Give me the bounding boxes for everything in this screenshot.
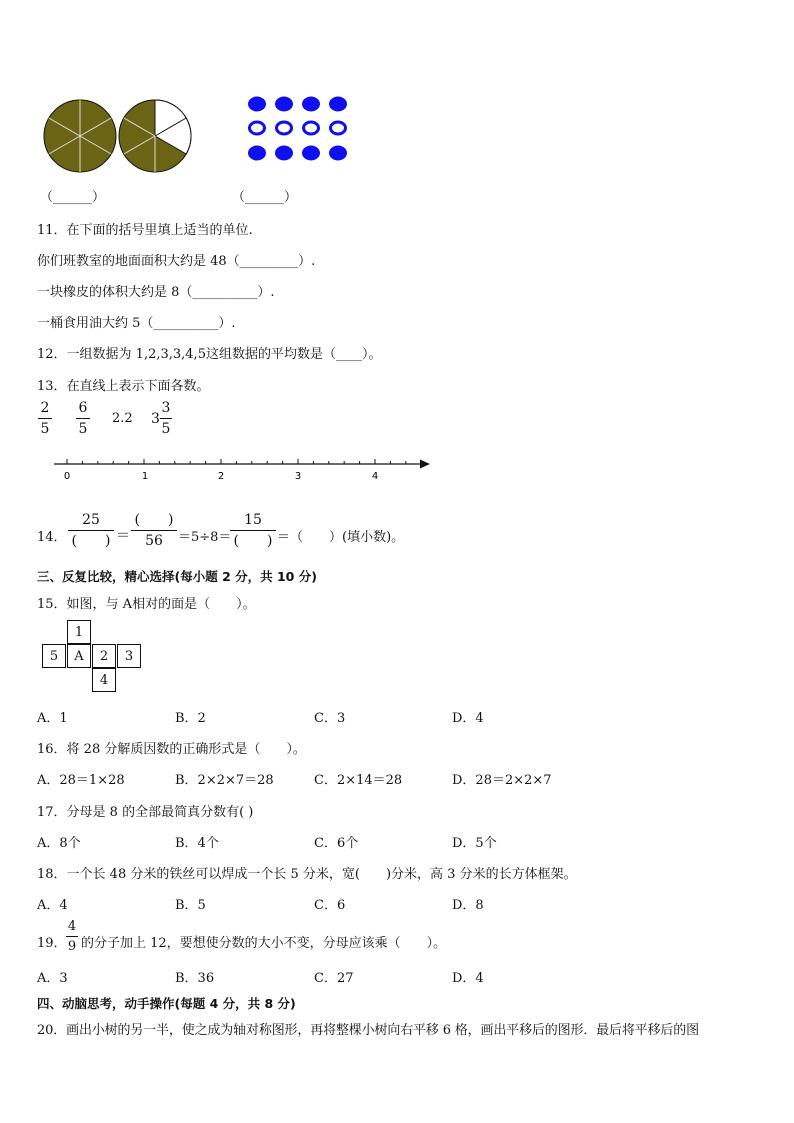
q16-option-d[interactable]: D．28＝2×2×7 (452, 773, 552, 788)
q15-option-a[interactable]: A．1 (37, 711, 68, 726)
tick-label-4: 4 (371, 471, 379, 482)
q15-option-c[interactable]: C．3 (314, 711, 346, 726)
answer-blank-left[interactable]: （______） (40, 190, 106, 205)
q11-line2[interactable]: 一块橡皮的体积大约是 8（__________）. (37, 285, 275, 300)
q19-prefix: 19． (37, 936, 67, 951)
q16-option-b[interactable]: B．2×2×7＝28 (175, 773, 274, 788)
tick-label-0: 0 (63, 471, 71, 482)
q13-decimal: 2.2 (112, 411, 133, 426)
q14-prefix: 14． (37, 530, 67, 545)
q15-option-b[interactable]: B．2 (175, 711, 206, 726)
q13-mixed-fraction: 3 5 (161, 400, 171, 437)
q13-title: 13．在直线上表示下面各数。 (37, 379, 210, 394)
q19-option-a[interactable]: A．3 (37, 971, 68, 986)
section4-heading: 四、动脑思考，动手操作(每题 4 分，共 8 分) (37, 996, 296, 1011)
net-face-a: A (67, 644, 91, 668)
q18-option-b[interactable]: B．5 (175, 898, 206, 913)
q16-option-a[interactable]: A．28＝1×28 (37, 773, 125, 788)
q13-mixed-whole: 3 (151, 411, 160, 427)
q18-option-c[interactable]: C．6 (314, 898, 346, 913)
number-line[interactable] (50, 456, 435, 486)
q14-middle: ＝5÷8＝ (178, 530, 232, 545)
q17-option-b[interactable]: B．4个 (175, 836, 219, 851)
arrow-right-icon (420, 460, 430, 469)
tick-label-3: 3 (294, 471, 302, 482)
answer-blank-right[interactable]: （______） (232, 190, 298, 205)
partial-circle (119, 100, 191, 172)
fraction-circles (40, 96, 195, 176)
q14-fraction-2: ( ) 56 (131, 512, 177, 549)
net-face-top: 1 (67, 620, 91, 644)
net-face-2: 2 (92, 644, 116, 668)
q17-option-c[interactable]: C．6个 (314, 836, 359, 851)
q11-line3[interactable]: 一桶食用油大约 5（__________）. (37, 316, 236, 331)
q19-option-b[interactable]: B．36 (175, 971, 215, 986)
q16-option-c[interactable]: C．2×14＝28 (314, 773, 403, 788)
q14-fraction-3: 15 ( ) (230, 512, 276, 549)
q18-text: 18．一个长 48 分米的铁丝可以焊成一个长 5 分米，宽( )分米，高 3 分米的长方体框架。 (37, 867, 577, 882)
q13-fraction-6-5: 6 5 (76, 400, 90, 437)
q15-text[interactable]: 15．如图，与 A相对的面是（ ）。 (37, 597, 256, 612)
net-face-left: 5 (42, 644, 66, 668)
q15-option-d[interactable]: D．4 (452, 711, 484, 726)
q18-option-d[interactable]: D．8 (452, 898, 484, 913)
q13-fraction-2-5: 2 5 (38, 400, 52, 437)
q18-option-a[interactable]: A．4 (37, 898, 68, 913)
net-face-bottom: 4 (92, 668, 116, 692)
q19-option-c[interactable]: C．27 (314, 971, 354, 986)
net-face-3: 3 (117, 644, 141, 668)
q16-text: 16．将 28 分解质因数的正确形式是（ ）。 (37, 742, 306, 757)
q11-line1[interactable]: 你们班教室的地面面积大约是 48（_________）. (37, 254, 316, 269)
q17-option-d[interactable]: D．5个 (452, 836, 497, 851)
q20-text: 20．画出小树的另一半，使之成为轴对称图形，再将整棵小树向右平移 6 格，画出平移后的图形．最后将平移后的图 (37, 1023, 699, 1038)
q11-title: 11．在下面的括号里填上适当的单位. (37, 223, 253, 238)
q17-text: 17．分母是 8 的全部最简真分数有( ) (37, 805, 254, 820)
section3-heading: 三、反复比较，精心选择(每小题 2 分，共 10 分) (37, 569, 317, 584)
tick-label-1: 1 (141, 471, 149, 482)
q19-fraction: 4 9 (67, 919, 77, 954)
tick-label-2: 2 (217, 471, 225, 482)
q12-text[interactable]: 12．一组数据为 1,2,3,3,4,5这组数据的平均数是（____）。 (37, 347, 382, 362)
q14-tail[interactable]: ＝（ ）(填小数)。 (277, 530, 405, 545)
q17-option-a[interactable]: A．8个 (37, 836, 81, 851)
q19-option-d[interactable]: D．4 (452, 971, 484, 986)
q14-fraction-1: 25 ( ) (68, 512, 114, 549)
q19-text: 的分子加上 12，要想使分数的大小不变，分母应该乘（ ）。 (81, 936, 447, 951)
dots-grid (244, 94, 354, 166)
full-circle (44, 100, 116, 172)
